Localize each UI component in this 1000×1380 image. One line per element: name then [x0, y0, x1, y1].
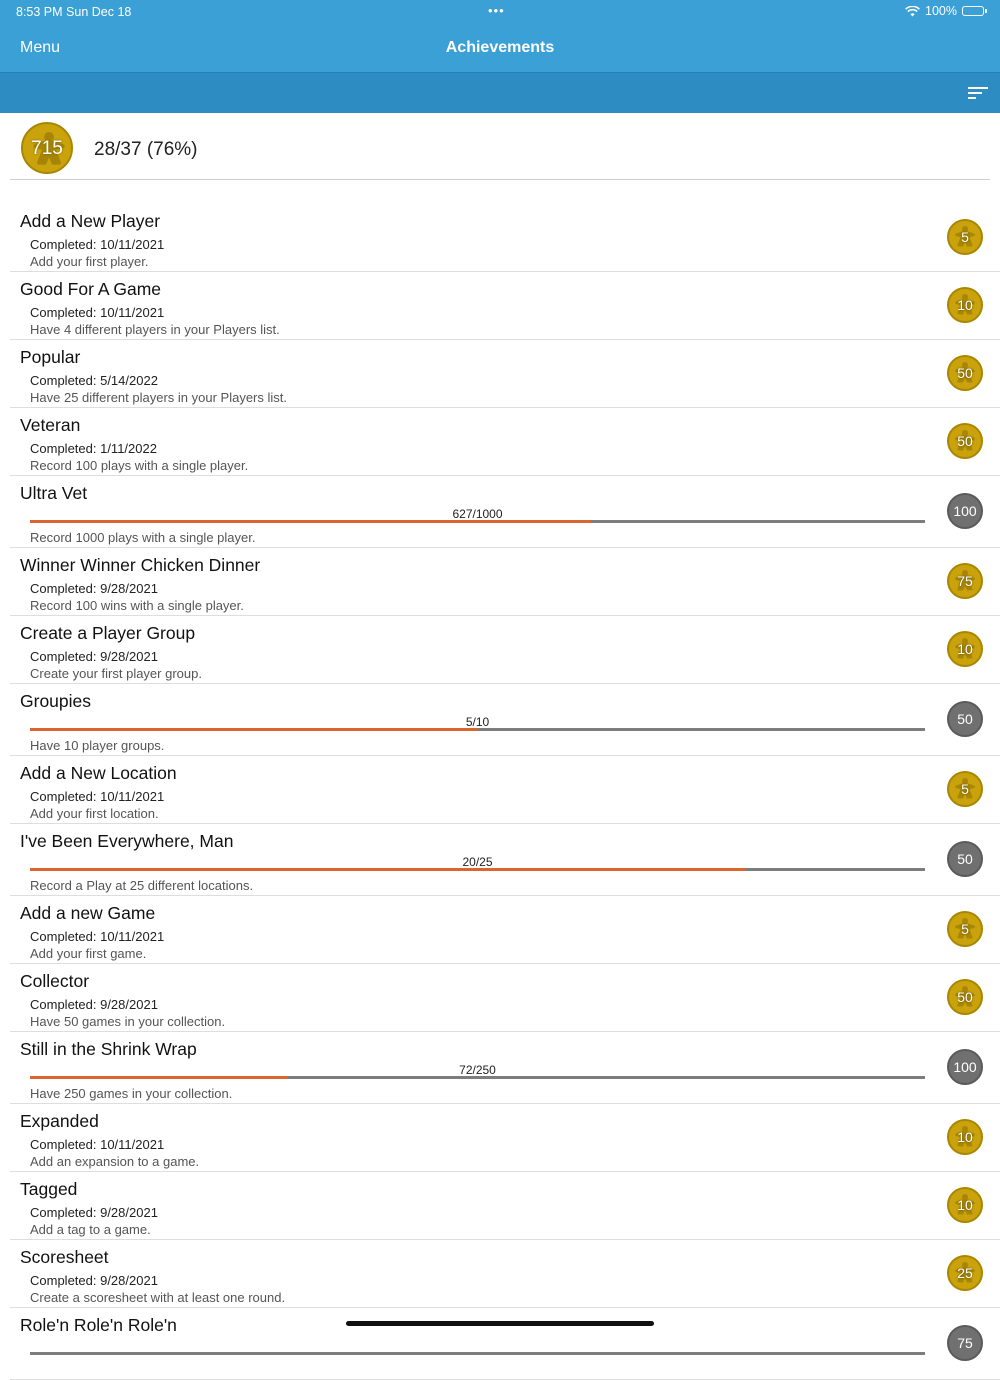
achievement-points: 75 [957, 573, 973, 589]
achievement-points: 10 [957, 1197, 973, 1213]
achievement-name: Collector [20, 971, 90, 991]
progress-bar [30, 1352, 925, 1355]
achievement-row[interactable] [10, 684, 1000, 756]
completed-date: Completed: 9/28/2021 [30, 1205, 158, 1220]
achievement-points: 5 [961, 229, 969, 245]
achievement-description: Record 100 wins with a single player. [30, 598, 244, 613]
completed-date: Completed: 1/11/2022 [30, 441, 157, 456]
achievement-points: 5 [961, 781, 969, 797]
achievement-points: 50 [957, 989, 973, 1005]
achievement-points: 50 [957, 711, 973, 727]
achievement-row[interactable] [10, 1172, 1000, 1240]
achievement-points: 100 [953, 503, 977, 519]
achievement-points: 100 [953, 1059, 977, 1075]
achievement-points: 25 [957, 1265, 973, 1281]
achievement-points: 5 [961, 921, 969, 937]
points-coin [947, 1187, 983, 1223]
points-coin [947, 911, 983, 947]
achievement-name: Scoresheet [20, 1247, 109, 1267]
status-time: 8:53 PM Sun Dec 18 [16, 5, 132, 19]
achievement-row[interactable] [10, 204, 1000, 272]
achievement-row[interactable] [10, 1032, 1000, 1104]
completed-date: Completed: 10/11/2021 [30, 305, 165, 320]
completed-date: Completed: 5/14/2022 [30, 373, 158, 388]
achievement-name: Winner Winner Chicken Dinner [20, 555, 261, 575]
achievement-description: Have 4 different players in your Players list. [30, 322, 280, 337]
achievement-row[interactable] [10, 964, 1000, 1032]
achievement-description: Record 1000 plays with a single player. [30, 530, 256, 545]
completed-date: Completed: 10/11/2021 [30, 1137, 165, 1152]
points-coin [947, 1255, 983, 1291]
achievement-points: 10 [957, 641, 973, 657]
achievement-description: Record 100 plays with a single player. [30, 458, 249, 473]
achievement-row[interactable] [10, 616, 1000, 684]
sort-icon[interactable] [968, 85, 988, 101]
points-coin [947, 631, 983, 667]
points-coin [947, 701, 983, 737]
toolbar [0, 72, 1000, 113]
completed-date: Completed: 10/11/2021 [30, 237, 165, 252]
achievement-name: Create a Player Group [20, 623, 196, 643]
completed-date: Completed: 9/28/2021 [30, 997, 158, 1012]
progress-label: 627/1000 [452, 507, 503, 521]
achievement-description: Add a tag to a game. [30, 1222, 151, 1237]
progress-label: 72/250 [459, 1063, 496, 1077]
achievement-row[interactable] [10, 408, 1000, 476]
achievement-description: Have 10 player groups. [30, 738, 165, 753]
progress-bar [30, 1063, 925, 1079]
achievement-points: 50 [957, 433, 973, 449]
achievement-points: 10 [957, 1129, 973, 1145]
completed-date: Completed: 9/28/2021 [30, 649, 158, 664]
navigation-bar [0, 24, 1000, 72]
achievement-name: Good For A Game [20, 279, 162, 299]
achievement-row[interactable] [10, 824, 1000, 896]
achievement-name: Tagged [20, 1179, 78, 1199]
achievement-name: Veteran [20, 415, 81, 435]
multitasking-dots[interactable]: ••• [488, 3, 505, 18]
achievement-description: Have 50 games in your collection. [30, 1014, 226, 1029]
achievement-row[interactable] [10, 896, 1000, 964]
points-coin [947, 1119, 983, 1155]
achievement-row[interactable] [10, 272, 1000, 340]
wifi-icon [905, 6, 920, 17]
battery-percent: 100% [925, 4, 957, 18]
achievement-description: Create a scoresheet with at least one round. [30, 1290, 286, 1305]
achievement-description: Record a Play at 25 different locations. [30, 878, 254, 893]
achievement-name: Add a new Game [20, 903, 156, 923]
points-coin [947, 355, 983, 391]
achievement-name: Popular [20, 347, 81, 367]
points-coin [947, 771, 983, 807]
completed-date: Completed: 9/28/2021 [30, 1273, 158, 1288]
status-right [905, 4, 984, 18]
progress-label: 5/10 [465, 715, 490, 729]
achievement-points: 10 [957, 297, 973, 313]
achievement-description: Have 250 games in your collection. [30, 1086, 233, 1101]
total-points: 715 [31, 138, 63, 159]
points-coin [947, 423, 983, 459]
progress-bar [30, 715, 925, 731]
achievement-description: Add an expansion to a game. [30, 1154, 200, 1169]
achievement-row[interactable] [10, 340, 1000, 408]
points-coin [947, 979, 983, 1015]
completed-date: Completed: 10/11/2021 [30, 789, 165, 804]
home-indicator[interactable] [346, 1321, 654, 1326]
achievement-row[interactable] [10, 756, 1000, 824]
progress-bar [30, 507, 925, 523]
achievement-description: Add your first location. [30, 806, 159, 821]
achievement-name: Still in the Shrink Wrap [20, 1039, 197, 1059]
progress-label: 20/25 [462, 855, 493, 869]
progress-bar [30, 855, 925, 871]
achievement-description: Add your first game. [30, 946, 147, 961]
points-coin [947, 841, 983, 877]
completed-date: Completed: 10/11/2021 [30, 929, 165, 944]
completed-date: Completed: 9/28/2021 [30, 581, 158, 596]
battery-icon [962, 6, 984, 16]
overall-progress: 28/37 (76%) [94, 139, 198, 160]
achievement-points: 50 [957, 851, 973, 867]
achievement-points: 50 [957, 365, 973, 381]
achievement-name: Ultra Vet [20, 483, 88, 503]
points-coin [947, 493, 983, 529]
achievement-description: Have 25 different players in your Players list. [30, 390, 287, 405]
achievement-name: Add a New Player [20, 211, 161, 231]
achievement-points: 75 [957, 1335, 973, 1351]
points-coin [947, 563, 983, 599]
achievement-name: Groupies [20, 691, 92, 711]
menu-button[interactable]: Menu [20, 39, 61, 56]
points-coin [21, 122, 73, 174]
achievement-name: Add a New Location [20, 763, 177, 783]
achievement-description: Create your first player group. [30, 666, 202, 681]
status-bar [0, 0, 1000, 24]
points-coin [947, 1325, 983, 1361]
achievement-row[interactable] [10, 1240, 1000, 1308]
achievement-list [10, 204, 1000, 1380]
points-coin [947, 1049, 983, 1085]
points-coin [947, 287, 983, 323]
achievement-name: Role'n Role'n Role'n [20, 1315, 177, 1335]
points-coin [947, 219, 983, 255]
achievement-row[interactable] [10, 1308, 1000, 1380]
achievement-name: Expanded [20, 1111, 99, 1131]
page-title: Achievements [445, 39, 555, 56]
achievement-row[interactable] [10, 476, 1000, 548]
achievement-name: I've Been Everywhere, Man [20, 831, 234, 851]
achievement-row[interactable] [10, 548, 1000, 616]
achievement-description: Add your first player. [30, 254, 149, 269]
achievement-row[interactable] [10, 1104, 1000, 1172]
achievement-summary [10, 112, 990, 180]
